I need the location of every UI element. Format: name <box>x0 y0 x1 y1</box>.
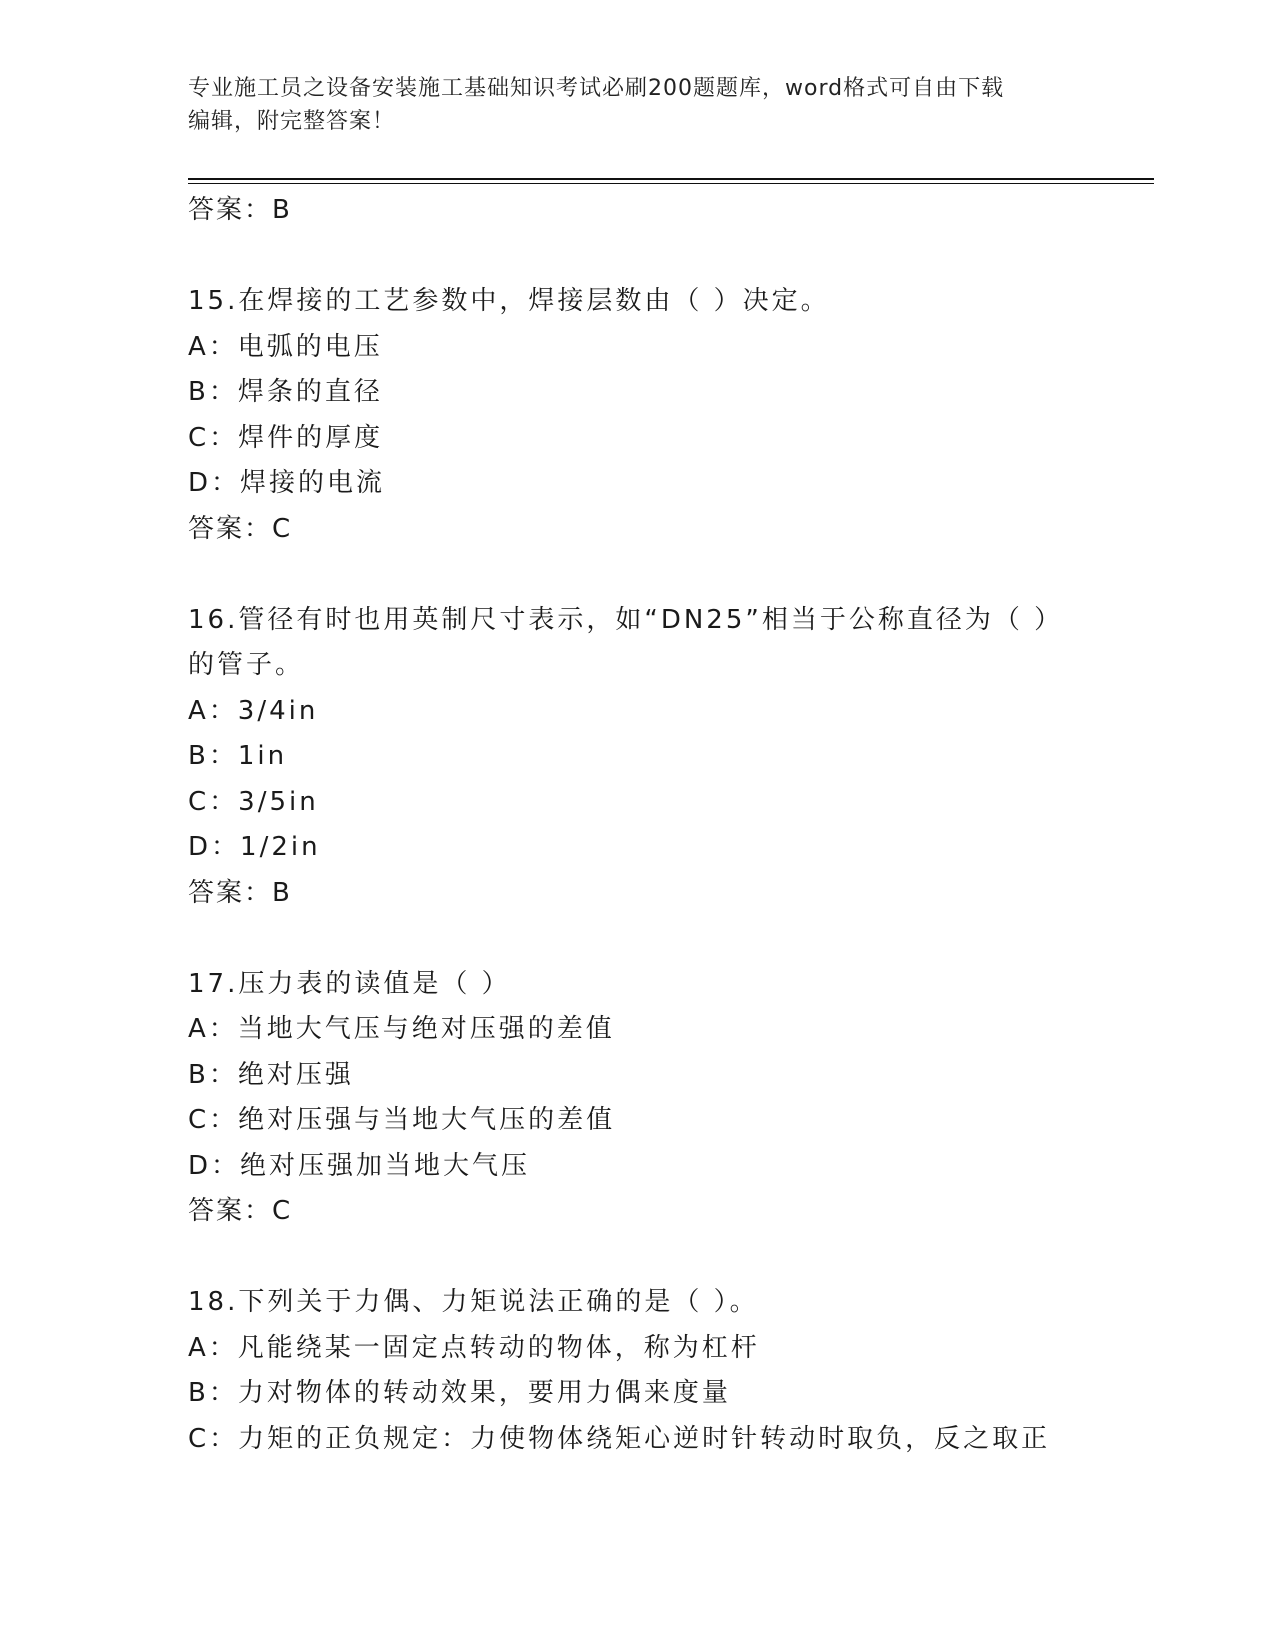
answer-label: 答案：C <box>188 513 293 544</box>
option-a: A：电弧的电压 <box>188 331 383 362</box>
answer-label: 答案：B <box>188 195 292 225</box>
option-a: A：3/4in <box>188 695 319 726</box>
header-title-line-1: 专业施工员之设备安装施工基础知识考试必刷200题题库，word格式可自由下载 <box>188 76 1005 101</box>
spacer <box>188 234 1068 280</box>
option-b: B：1in <box>188 741 288 771</box>
question-17 <box>188 962 1068 1235</box>
spacer <box>188 916 1068 962</box>
option-a: A：当地大气压与绝对压强的差值 <box>188 1014 615 1044</box>
option-d: D：焊接的电流 <box>188 468 386 498</box>
question-list <box>188 188 1068 1462</box>
answer-label: 答案：B <box>188 877 292 908</box>
header-divider-thin <box>188 183 1154 184</box>
question-stem: 15.在焊接的工艺参数中，焊接层数由（ ）决定。 <box>188 286 830 316</box>
option-c: C：力矩的正负规定：力使物体绕矩心逆时针转动时取负，反之取正 <box>188 1423 1051 1454</box>
option-b: B：力对物体的转动效果，要用力偶来度量 <box>188 1378 731 1408</box>
question-15 <box>188 279 1068 552</box>
document-header <box>188 72 1088 138</box>
option-b: B：绝对压强 <box>188 1059 354 1090</box>
spacer <box>188 552 1068 598</box>
option-c: C：绝对压强与当地大气压的差值 <box>188 1105 616 1135</box>
option-d: D：1/2in <box>188 832 321 862</box>
answer-label: 答案：C <box>188 1196 293 1226</box>
option-d: D：绝对压强加当地大气压 <box>188 1150 531 1181</box>
spacer <box>188 1235 1068 1281</box>
question-stem-line-1: 16.管径有时也用英制尺寸表示，如“DN25”相当于公称直径为（ ） <box>188 604 1064 635</box>
option-c: C：焊件的厚度 <box>188 422 384 453</box>
header-title-line-2: 编辑，附完整答案！ <box>188 109 396 134</box>
option-c: C：3/5in <box>188 786 319 817</box>
question-16 <box>188 598 1068 917</box>
header-divider-thick <box>188 178 1154 180</box>
question-18 <box>188 1280 1068 1462</box>
option-a: A：凡能绕某一固定点转动的物体，称为杠杆 <box>188 1332 760 1363</box>
question-stem: 18.下列关于力偶、力矩说法正确的是（ ）。 <box>188 1287 759 1317</box>
option-b: B：焊条的直径 <box>188 377 383 407</box>
question-stem: 17.压力表的读值是（ ） <box>188 968 511 999</box>
question-stem-line-2: 的管子。 <box>188 650 305 680</box>
